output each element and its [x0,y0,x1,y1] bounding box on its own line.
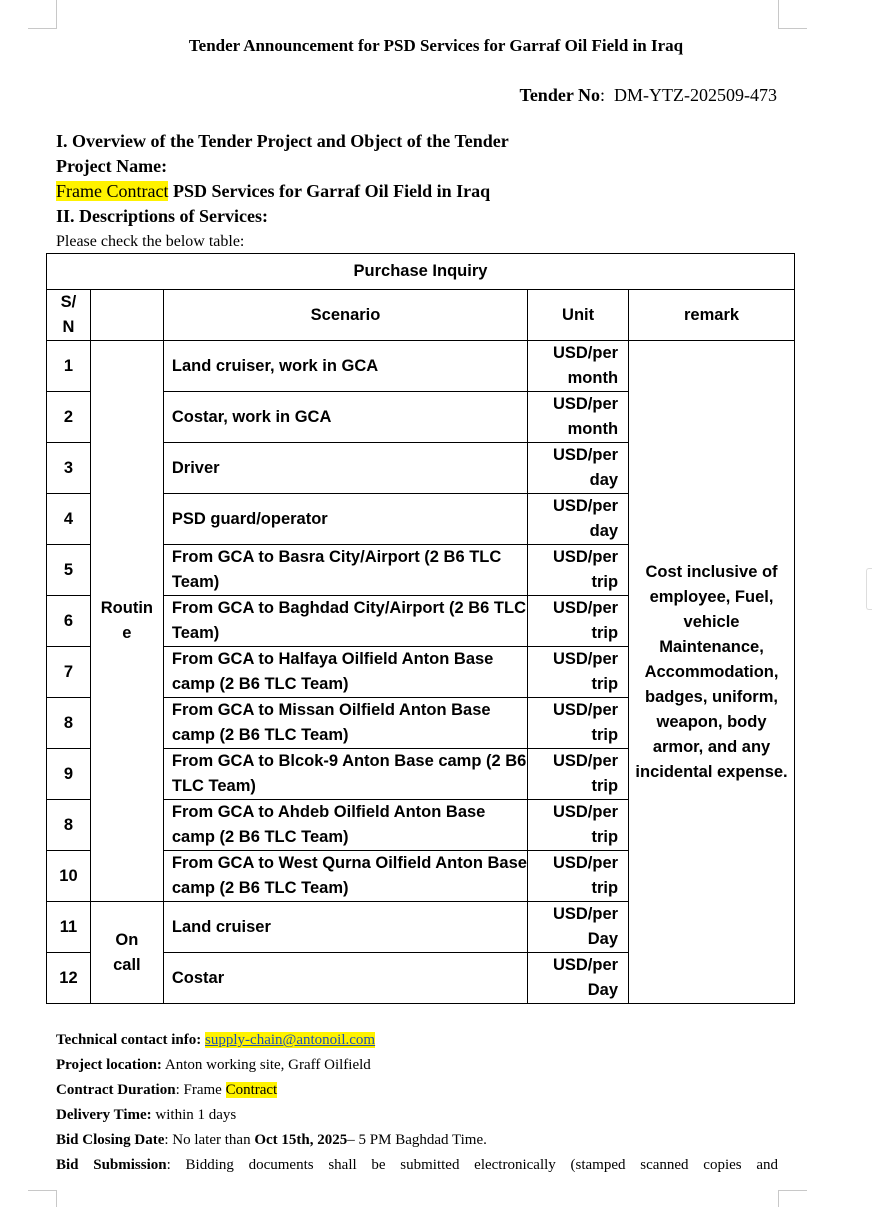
row-scenario: From GCA to Ahdeb Oilfield Anton Base camp (2 B6 TLC Team) [163,800,527,851]
header-sn-line2: N [62,318,75,336]
bid-closing-prefix: : No later than [164,1132,255,1148]
row-sn: 5 [47,545,91,596]
document-title: Tender Announcement for PSD Services for Garraf Oil Field in Iraq [188,36,684,55]
group-oncall [90,902,163,1004]
unit-line2: Day [587,981,619,999]
delivery-time [56,1103,778,1128]
row-unit [528,545,629,596]
page-corner-mark [28,0,57,29]
row-unit [528,341,629,392]
row-scenario: Costar, work in GCA [163,392,527,443]
group-routine-line1: Routin [100,599,153,617]
row-sn: 1 [47,341,91,392]
row-sn: 10 [47,851,91,902]
unit-line2: Day [587,930,619,948]
contract-duration [56,1078,778,1103]
delivery-time-value: within 1 days [151,1107,237,1123]
row-unit [528,902,629,953]
unit-line2: month [567,420,619,438]
row-unit [528,392,629,443]
technical-contact-email-link[interactable]: supply-chain@antonoil.com [205,1032,376,1048]
tender-no-value: DM-YTZ-202509-473 [614,85,777,105]
unit-line1: USD/per [552,905,619,923]
unit-line1: USD/per [552,395,619,413]
row-unit [528,698,629,749]
unit-line1: USD/per [552,854,619,872]
row-scenario: Costar [163,953,527,1004]
unit-line2: day [589,522,619,540]
row-unit [528,443,629,494]
project-name-label: Project Name: [56,156,168,176]
row-sn: 4 [47,494,91,545]
row-sn: 8 [47,698,91,749]
row-sn: 6 [47,596,91,647]
bid-submission-label: Bid Submission [56,1157,167,1173]
row-sn: 2 [47,392,91,443]
row-scenario: From GCA to Blcok-9 Anton Base camp (2 B6 TLC Team) [163,749,527,800]
tender-no-label: Tender No [519,85,600,105]
header-scenario: Scenario [163,290,527,341]
section-heading-overview: I. Overview of the Tender Project and Object of the Tender [56,131,509,151]
unit-line1: USD/per [552,650,619,668]
unit-line2: trip [591,675,619,693]
unit-line2: trip [591,879,619,897]
row-unit [528,800,629,851]
table-caption: Purchase Inquiry [47,254,795,290]
tender-info-section [56,1028,778,1178]
row-scenario: Land cruiser [163,902,527,953]
contract-duration-prefix: : Frame [175,1082,226,1098]
row-unit [528,749,629,800]
tender-no-sep: : [600,85,606,105]
bid-submission [56,1153,778,1178]
row-scenario: From GCA to Missan Oilfield Anton Base camp (2 B6 TLC Team) [163,698,527,749]
remark-cell: Cost inclusive of employee, Fuel, vehicle Maintenance, Accommodation, badges, uniform, weapon, body armor, and any incidental expense. [629,341,795,1004]
row-scenario: From GCA to Baghdad City/Airport (2 B6 TLC Team) [163,596,527,647]
group-oncall-line1: On [115,930,139,949]
project-location [56,1053,778,1078]
row-sn: 3 [47,443,91,494]
project-location-value: Anton working site, Graff Oilfield [161,1057,371,1073]
technical-contact [56,1028,778,1053]
table-caption-row [47,254,795,290]
unit-line2: trip [591,828,619,846]
project-name [56,179,509,204]
header-sn [47,290,91,341]
row-unit [528,647,629,698]
page-corner-mark [28,1190,57,1207]
bid-closing-suffix: – 5 PM Baghdad Time. [347,1132,487,1148]
contract-duration-label: Contract Duration [56,1082,176,1098]
row-unit [528,851,629,902]
page-edge-tab [866,568,872,610]
row-sn: 7 [47,647,91,698]
table-note: Please check the below table: [56,233,245,250]
unit-line1: USD/per [552,599,619,617]
overview-section [56,129,509,254]
technical-contact-label: Technical contact info: [56,1032,206,1048]
unit-line2: trip [591,573,619,591]
unit-line2: trip [591,777,619,795]
unit-line1: USD/per [552,548,619,566]
row-scenario: Driver [163,443,527,494]
row-unit [528,596,629,647]
tender-number [519,85,777,106]
unit-line1: USD/per [552,803,619,821]
header-remark: remark [629,290,795,341]
table-header-row [47,290,795,341]
row-sn: 12 [47,953,91,1004]
group-routine-line2: e [122,624,132,642]
unit-line1: USD/per [552,344,619,362]
header-group [90,290,163,341]
page-corner-mark [778,1190,807,1207]
row-scenario: From GCA to Basra City/Airport (2 B6 TLC Team) [163,545,527,596]
unit-line2: month [567,369,619,387]
unit-line2: trip [591,726,619,744]
project-name-rest: PSD Services for Garraf Oil Field in Iraq [168,181,491,201]
row-scenario: From GCA to West Qurna Oilfield Anton Base camp (2 B6 TLC Team) [163,851,527,902]
unit-line1: USD/per [552,497,619,515]
unit-line1: USD/per [552,752,619,770]
group-oncall-line2: call [113,955,141,974]
bid-closing-date-value: Oct 15th, 2025 [254,1132,348,1148]
unit-line1: USD/per [552,446,619,464]
header-sn-line1: S/ [60,293,77,311]
project-name-highlight: Frame Contract [56,181,169,201]
bid-submission-text: : Bidding documents shall be submitted electronically (stamped scanned copies and [166,1157,778,1173]
row-sn: 11 [47,902,91,953]
row-scenario: From GCA to Halfaya Oilfield Anton Base camp (2 B6 TLC Team) [163,647,527,698]
row-scenario: Land cruiser, work in GCA [163,341,527,392]
contract-duration-highlight: Contract [225,1082,278,1098]
row-unit [528,953,629,1004]
row-sn: 8 [47,800,91,851]
section-heading-services: II. Descriptions of Services: [56,206,268,226]
project-location-label: Project location: [56,1057,162,1073]
bid-closing-label: Bid Closing Date [56,1132,165,1148]
delivery-time-label: Delivery Time: [56,1107,152,1123]
row-sn: 9 [47,749,91,800]
purchase-inquiry-table [46,253,795,1004]
unit-line2: trip [591,624,619,642]
bid-closing-date [56,1128,778,1153]
unit-line1: USD/per [552,701,619,719]
row-unit [528,494,629,545]
header-unit: Unit [528,290,629,341]
unit-line1: USD/per [552,956,619,974]
row-scenario: PSD guard/operator [163,494,527,545]
table-row [47,341,795,392]
unit-line2: day [589,471,619,489]
page-corner-mark [778,0,807,29]
group-routine [90,341,163,902]
